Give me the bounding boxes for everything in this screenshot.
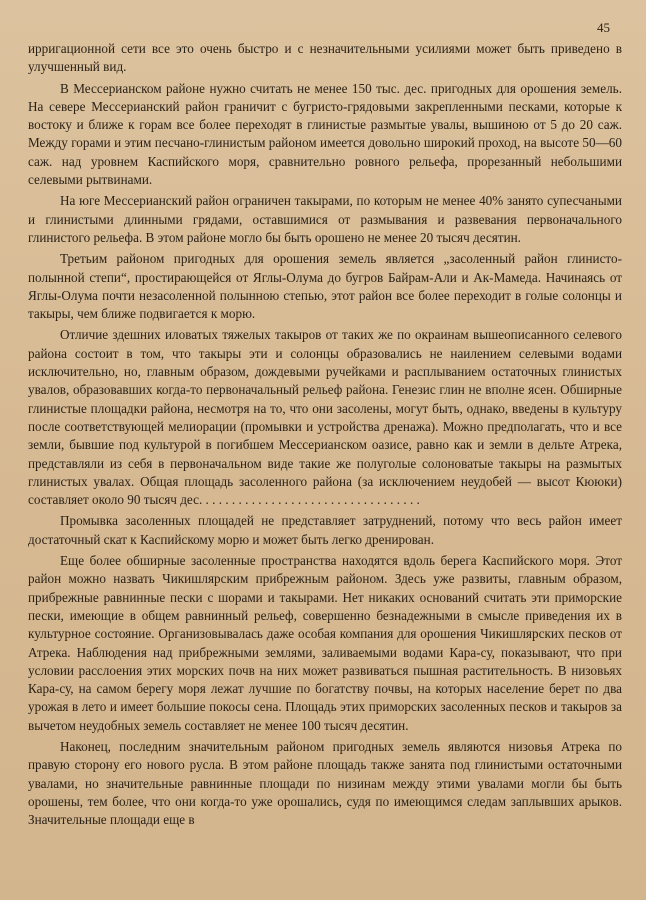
paragraph-6: Промывка засоленных площадей не представляет затруднений, потому что весь район имеет достаточный скат к Каспийскому морю и может быть легко дренирован.: [28, 513, 622, 547]
paragraph-4: Третьим районом пригодных для орошения земель является „засоленный район глинисто-полынной степи“, простирающейся от Яглы-Олума до бугров Байрам-Али и Ак-Мамеда. Начинаясь от Яглы-Олума почти незасоленной полынною степью, этот район все более переходит в голые солонцы и такыры, чем ближе подвигается к морю.: [28, 251, 622, 322]
paragraph-8: Наконец, последним значительным районом пригодных земель являются низовья Атрека по правую сторону его нового русла. В этом районе площадь также занята под глинистыми остаточными увалами, но значительные равнинные площади по низинам между этими увалами могли бы быть орошены, тем более, что они когда-то уже орошались, судя по имеющимся следам заплывших арыков. Значительные площади еще в: [28, 738, 622, 828]
paragraph-1: ирригационной сети все это очень быстро и с незначительными усилиями может быть приведено в улучшенный вид.: [28, 41, 622, 75]
paragraph-2: В Мессерианском районе нужно считать не менее 150 тыс. дес. пригодных для орошения земель. На севере Мессерианский район граничит с бугристо-грядовыми закрепленными песками, которые к востоку и ближе к горам все более переходят в глинистые размытые увалы, вышиною от 5 до 20 саж. Между горами и этим песчано-глинистым районом имеется довольно широкий проход, на высоте 50—60 саж. над уровнем Каспийского моря, сравнительно ровного рельефа, прорезанный небольшими селевыми рытвинами.: [28, 80, 622, 188]
body-text: [28, 40, 622, 829]
paragraph-7: Еще более обширные засоленные пространства находятся вдоль берега Каспийского моря. Этот район можно назвать Чикишлярским прибрежным районом. Здесь уже развиты, главным образом, прибрежные равнинные пески с шорами и такырами. Нет никаких оснований считать эти приморские пески, имеющие в общем равнинный рельеф, совершенно безнадежными в смысле приведения их в культурное состояние. Организовывалась даже особая компания для орошения Чикишлярских песков от Атрека. Наблюдения над прибрежными землями, заливаемыми водами Кара-су, показывают, что при условии расслоения этих морских почв на них может развиваться пышная растительность. В низовьях Кара-су, на самом берегу моря лежат лучшие по богатству почвы, на которых население берет по два урожая в лето и имеет большие покосы сена. Площадь этих приморских засоленных песков и такыров за вычетом неудобных земель составляет не менее 100 тысяч десятин.: [28, 553, 622, 733]
paragraph-5: Отличие здешних иловатых тяжелых такыров от таких же по окраинам вышеописанного селевого района состоит в том, что такыры эти и солонцы образовались не наилением селевыми водами исключительно, но, главным образом, дождевыми ручейками и расплыванием остаточных глинистых увалов, образовавших когда-то первоначальный рельеф района. Генезис глин не вполне ясен. Обширные глинистые площадки района, несмотря на то, что они засолены, могут быть, однако, введены в культуру после соответствующей мелиорации (промывки и устройства дренажа). Можно предполагать, что и все земли, бывшие под культурой в погибшем Мессерианском оазисе, равно как и земли в дельте Атрека, представляли из себя в первоначальном виде такие же полуголые солоноватые такыры на размытых глинистых увалах. Общая площадь засоленного района (за исключением неудобей — высот Кююки) составляет около 90 тысяч дес. . . . . . . . . . . . . . . . . . . . . . . . . . . . . . . . . .: [28, 327, 622, 508]
paragraph-3: На юге Мессерианский район ограничен такырами, по которым не менее 40% занято супесчаными и глинистыми длинными грядами, оставшимися от размывания и развевания первоначального глинистого рельефа. В этом районе могло бы быть орошено не менее 20 тысяч десятин.: [28, 193, 622, 245]
page-number: 45: [597, 20, 610, 35]
